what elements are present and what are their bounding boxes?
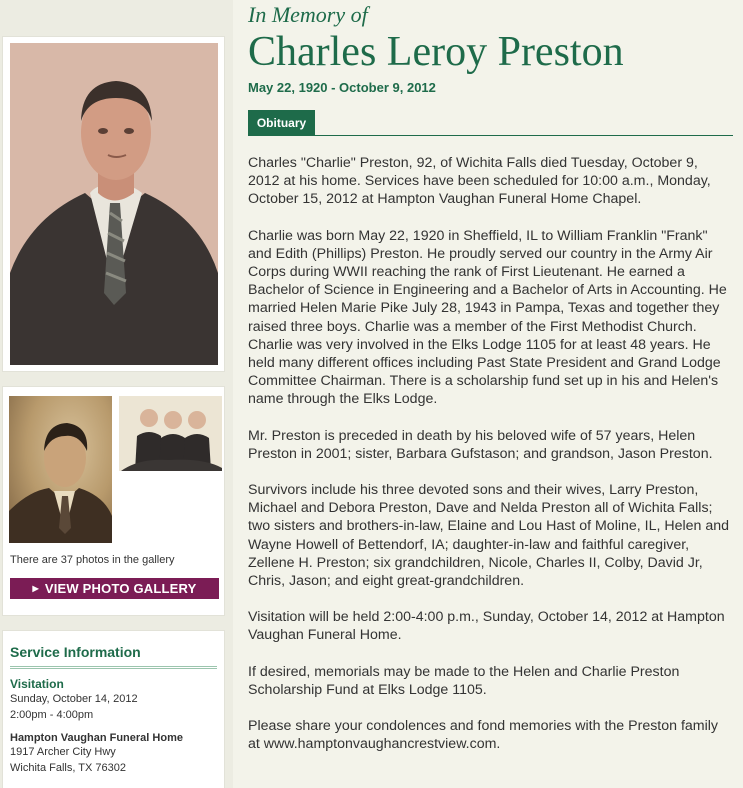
gallery-card <box>2 386 225 616</box>
main-content <box>248 0 733 753</box>
visitation-heading: Visitation <box>10 677 64 691</box>
obituary-paragraph: Charles "Charlie" Preston, 92, of Wichita Falls died Tuesday, October 9, 2012 at his home. Services have been scheduled for 10:00 a.m., Monday, October 15, 2012 at Hampton Vaughan Funeral Home Chapel. <box>248 155 711 208</box>
left-sidebar <box>0 0 233 788</box>
tab-obituary[interactable]: Obituary <box>248 110 315 136</box>
life-dates: May 22, 1920 - October 9, 2012 <box>248 80 436 95</box>
in-memory-label: In Memory of <box>248 2 368 27</box>
play-triangle-icon: ▶ <box>32 584 39 593</box>
service-info-card <box>2 630 225 788</box>
deceased-name: Charles Leroy Preston <box>248 29 624 75</box>
address-line-1: 1917 Archer City Hwy <box>10 746 116 758</box>
portrait-card <box>2 36 225 372</box>
obituary-paragraph: If desired, memorials may be made to the Helen and Charlie Preston Scholarship Fund at Elks Lodge 1105. <box>248 663 680 698</box>
gallery-thumbnail-portrait[interactable] <box>9 396 112 543</box>
obituary-paragraph: Mr. Preston is preceded in death by his beloved wife of 57 years, Helen Preston in 2001; sister, Barbara Gufstason; and grandson, Jason Preston. <box>248 427 713 462</box>
obituary-paragraph: Please share your condolences and fond memories with the Preston family at www.hamptonvaughancrestview.com. <box>248 718 719 753</box>
view-photo-gallery-button[interactable] <box>10 578 219 599</box>
gallery-count-text: There are 37 photos in the gallery <box>10 554 175 566</box>
service-info-divider <box>10 666 217 669</box>
portrait-photo[interactable] <box>10 43 218 365</box>
obituary-paragraph: Survivors include his three devoted sons and their wives, Larry Preston, Michael and Debora Preston, Dave and Nelda Preston all of Wichita Falls; two sisters and brothers-in-law, Elaine and Lou Hast of Moline, IL, Helen and Wayne Howell of Bettendorf, IA; daughter-in-law and faithful caregiver, Zellene H. Preston; six grandchildren, Nicole, Charles II, Colby, David Jr, Chris, Jason; and eight great-grandchildren. <box>248 482 730 590</box>
location-name: Hampton Vaughan Funeral Home <box>10 732 183 744</box>
obituary-text <box>248 154 733 753</box>
tab-bar <box>248 110 733 136</box>
visitation-date: Sunday, October 14, 2012 <box>10 693 138 705</box>
address-line-2: Wichita Falls, TX 76302 <box>10 762 126 774</box>
obituary-paragraph: Charlie was born May 22, 1920 in Sheffield, IL to William Franklin "Frank" and Edith (Phillips) Preston. He proudly served our country in the Army Air Corps during WWII reaching the rank of First Lieutenant. He earned a Bachelor of Science in Engineering and a Bachelor of Arts in Accounting. He married Helen Marie Pike July 28, 1943 in Pampa, Texas and together they raised three boys. Charlie was a member of the First Methodist Church. Charlie was very involved in the Elks Lodge 1105 for at least 48 years. He held many different offices including Past State President and Grand Lodge Committee Chairman. There is a scholarship fund set up in his and Helen's name through the Elks Lodge. <box>248 227 727 408</box>
visitation-time: 2:00pm - 4:00pm <box>10 709 94 721</box>
obituary-paragraph: Visitation will be held 2:00-4:00 p.m., Sunday, October 14, 2012 at Hampton Vaughan Funeral Home. <box>248 609 725 644</box>
gallery-thumbnail-boys[interactable] <box>119 396 222 471</box>
view-photo-gallery-label: VIEW PHOTO GALLERY <box>44 581 197 596</box>
service-info-title: Service Information <box>10 644 141 660</box>
